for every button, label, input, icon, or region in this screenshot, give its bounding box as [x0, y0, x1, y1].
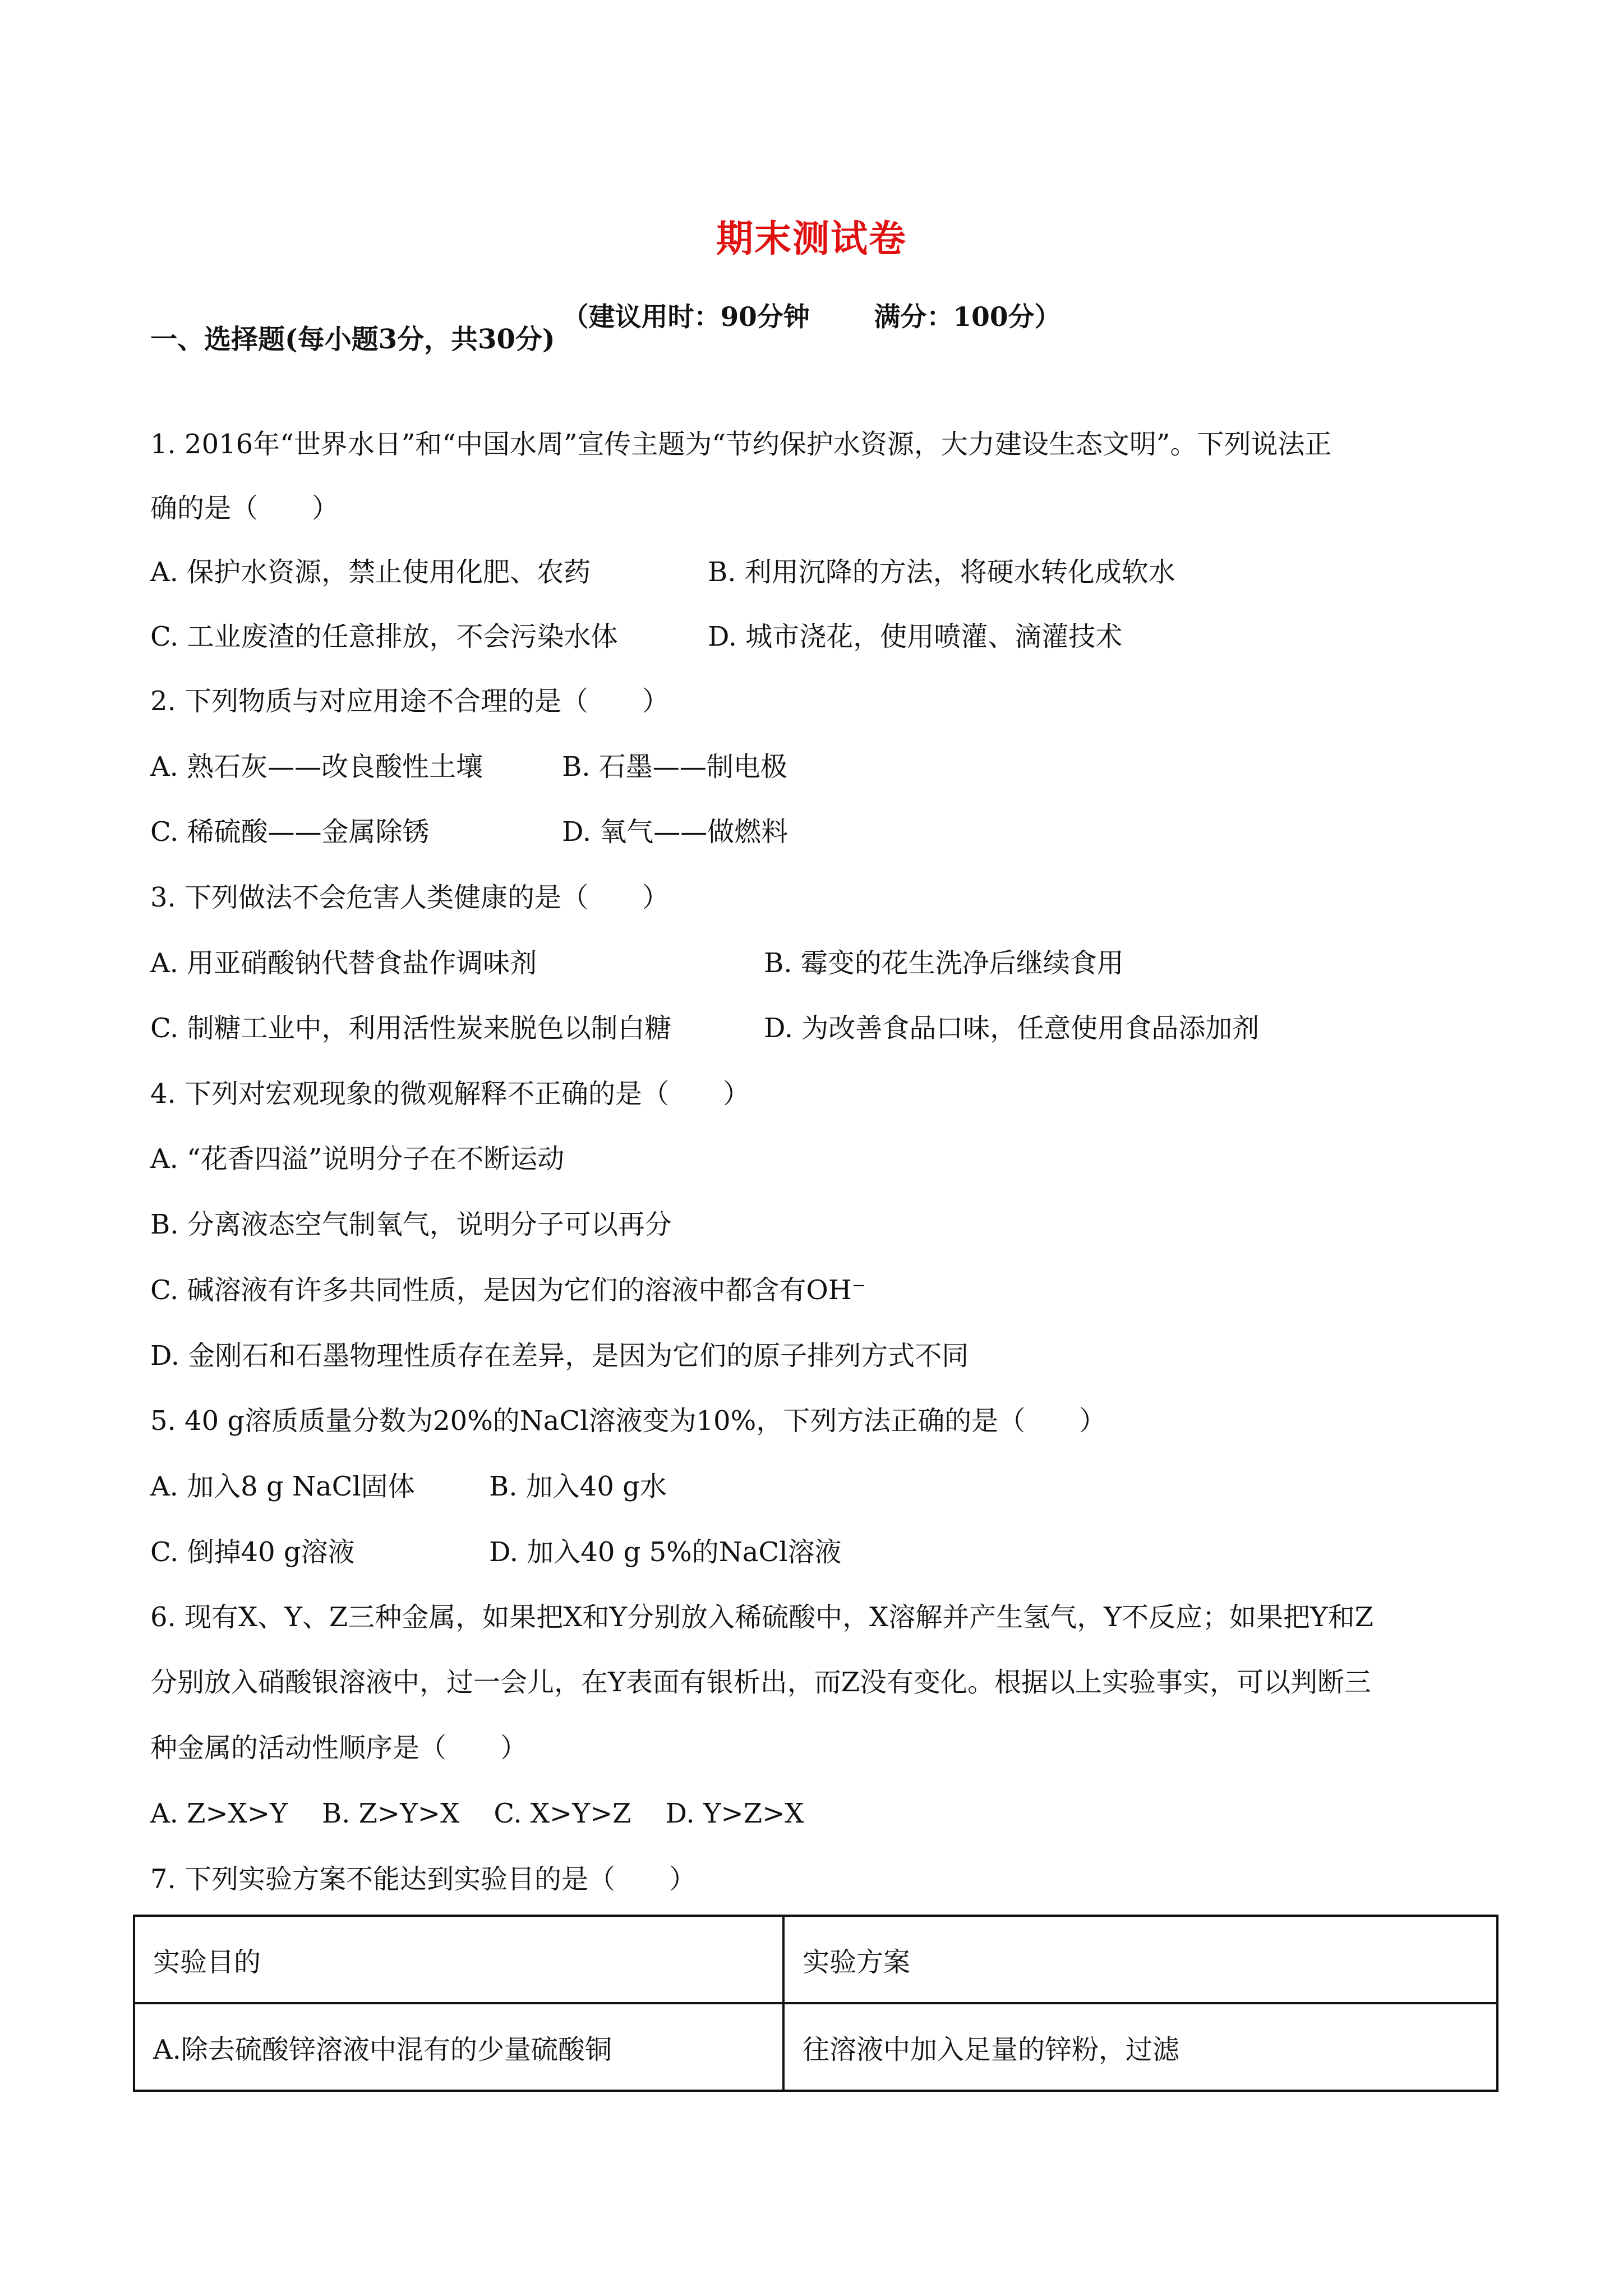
q6-stem-line1: 6. 现有X、Y、Z三种金属，如果把X和Y分别放入稀硫酸中，X溶解并产生氢气，Y不反应；如果把Y和Z: [150, 1602, 1374, 1633]
q5-option-d: D. 加入40 g 5%的NaCl溶液: [489, 1536, 842, 1568]
q5-option-c: C. 倒掉40 g溶液: [150, 1536, 355, 1568]
exam-subtitle: （建议用时：90分钟 满分：100分）: [562, 302, 1061, 333]
q1-option-b: B. 利用沉降的方法，将硬水转化成软水: [708, 556, 1175, 588]
q3-option-a: A. 用亚硝酸钠代替食盐作调味剂: [150, 947, 537, 979]
table-cell: 往溶液中加入足量的锌粉，过滤: [783, 2003, 1497, 2091]
q3-option-c: C. 制糖工业中，利用活性炭来脱色以制白糖: [150, 1013, 672, 1044]
q3-stem: 3. 下列做法不会危害人类健康的是（ ）: [150, 882, 670, 913]
q4-option-a: A. “花香四溢”说明分子在不断运动: [150, 1143, 565, 1175]
q2-option-d: D. 氧气——做燃料: [562, 816, 789, 848]
q2-stem: 2. 下列物质与对应用途不合理的是（ ）: [150, 685, 670, 717]
q4-option-b: B. 分离液态空气制氧气，说明分子可以再分: [150, 1209, 672, 1240]
table-header-cell: 实验目的: [134, 1916, 783, 2003]
q5-option-b: B. 加入40 g水: [489, 1471, 667, 1502]
q5-option-a: A. 加入8 g NaCl固体: [150, 1471, 415, 1502]
table-header-row: [134, 1916, 1497, 2003]
table-row: [134, 2003, 1497, 2091]
q7-experiment-table: [133, 1915, 1498, 2092]
q6-options: A. Z>X>Y B. Z>Y>X C. X>Y>Z D. Y>Z>X: [150, 1798, 804, 1829]
exam-title: 期末测试卷: [716, 217, 907, 260]
table-header-cell: 实验方案: [783, 1916, 1497, 2003]
q5-stem: 5. 40 g溶质质量分数为20%的NaCl溶液变为10%，下列方法正确的是（ ）: [150, 1405, 1106, 1437]
q4-option-d: D. 金刚石和石墨物理性质存在差异，是因为它们的原子排列方式不同: [150, 1340, 969, 1372]
q4-stem: 4. 下列对宏观现象的微观解释不正确的是（ ）: [150, 1078, 750, 1110]
q1-option-c: C. 工业废渣的任意排放，不会污染水体: [150, 621, 618, 652]
q1-stem-line1: 1. 2016年“世界水日”和“中国水周”宣传主题为“节约保护水资源，大力建设生态文明”。下列说法正: [150, 429, 1332, 460]
q1-stem-line2: 确的是（ ）: [150, 493, 339, 524]
q2-option-a: A. 熟石灰——改良酸性土壤: [150, 751, 483, 783]
q6-stem-line2: 分别放入硝酸银溶液中，过一会儿，在Y表面有银析出，而Z没有变化。根据以上实验事实，可以判断三: [150, 1667, 1372, 1698]
q2-option-c: C. 稀硫酸——金属除锈: [150, 816, 430, 848]
q2-option-b: B. 石墨——制电极: [562, 751, 787, 783]
q3-option-d: D. 为改善食品口味，任意使用食品添加剂: [764, 1013, 1260, 1044]
q6-stem-line3: 种金属的活动性顺序是（ ）: [150, 1732, 528, 1764]
q1-option-d: D. 城市浇花，使用喷灌、滴灌技术: [708, 621, 1123, 652]
q3-option-b: B. 霉变的花生洗净后继续食用: [764, 947, 1124, 979]
table-cell: A.除去硫酸锌溶液中混有的少量硫酸铜: [134, 2003, 783, 2091]
q4-option-c: C. 碱溶液有许多共同性质，是因为它们的溶液中都含有OH⁻: [150, 1274, 866, 1306]
q7-stem: 7. 下列实验方案不能达到实验目的是（ ）: [150, 1864, 697, 1895]
section-heading: 一、选择题(每小题3分，共30分): [150, 324, 555, 355]
q1-option-a: A. 保护水资源，禁止使用化肥、农药: [150, 556, 591, 588]
